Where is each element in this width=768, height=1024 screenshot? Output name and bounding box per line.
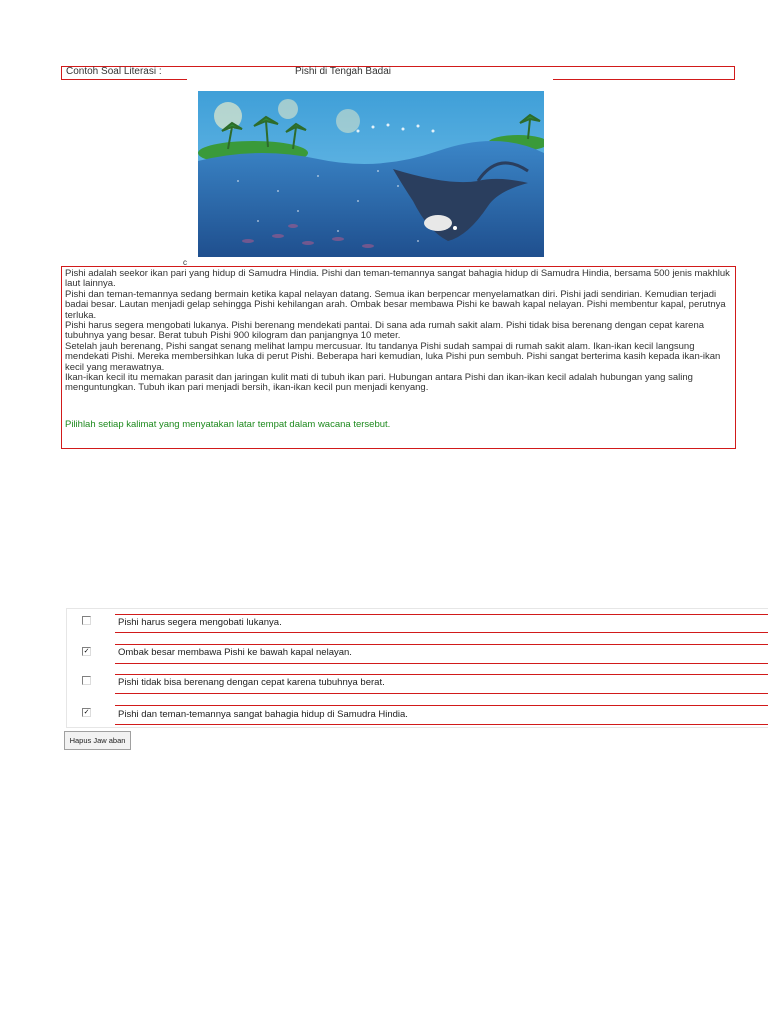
question-instruction: Pilihlah setiap kalimat yang menyatakan latar tempat dalam wacana tersebut. [65, 419, 391, 430]
story-title: Pishi di Tengah Badai [295, 66, 391, 77]
option-border [115, 644, 768, 645]
stray-character: c [183, 258, 187, 267]
manta-ray-ocean-illustration [198, 91, 544, 257]
option-checkbox[interactable] [82, 616, 91, 625]
option-border [115, 632, 768, 633]
option-row [67, 699, 768, 729]
option-checkbox[interactable] [82, 676, 91, 685]
passage-paragraph: Pishi dan teman-temannya sedang bermain ketika kapal nelayan datang. Semua ikan berpencar menyelamatkan diri. Pishi jadi sendirian. Kemudian terjadi badai besar. Lautan menjadi gelap sehingga Pishi kehilangan arah. Ombak besar membawa Pishi ke bawah kapal nelayan. Pishi membentur kapal, perutnya terluka. [65, 288, 726, 321]
option-row [67, 609, 768, 639]
option-row [67, 639, 768, 669]
option-text: Pishi harus segera mengobati lukanya. [118, 617, 282, 628]
option-border [115, 724, 768, 725]
option-text: Pishi dan teman-temannya sangat bahagia hidup di Samudra Hindia. [118, 709, 408, 720]
option-border [115, 663, 768, 664]
header-label: Contoh Soal Literasi : [66, 66, 162, 77]
option-checkbox[interactable]: ✓ [83, 648, 90, 655]
option-border [115, 705, 768, 706]
clear-answer-button[interactable]: Hapus Jaw aban [64, 731, 131, 750]
passage-paragraph: Pishi harus segera mengobati lukanya. Pishi berenang mendekati pantai. Di sana ada rumah sakit alam. Pishi tidak bisa berenang dengan cepat karena tubuhnya yang besar. Berat tubuh Pishi 900 kilogram dan panjangnya 10 meter. [65, 320, 705, 342]
passage-paragraph: Pishi adalah seekor ikan pari yang hidup di Samudra Hindia. Pishi dan teman-temannya sangat bahagia hidup di Samudra Hindia, bersama 500 jenis makhluk laut lainnya. [65, 268, 730, 290]
option-border [115, 674, 768, 675]
reading-passage [65, 269, 732, 394]
option-text: Pishi tidak bisa berenang dengan cepat karena tubuhnya berat. [118, 677, 385, 688]
option-checkbox[interactable]: ✓ [83, 709, 90, 716]
passage-paragraph: Setelah jauh berenang, Pishi sangat senang melihat lampu mercusuar. Itu tandanya Pishi sudah sampai di rumah sakit alam. Ikan-ikan kecil langsung mendekati Pishi. Mereka membersihkan luka di perut Pishi. Beberapa hari kemudian, luka Pishi pun sembuh. Pishi sangat berterima kasih kepada ikan-ikan kecil yang merawatnya. [65, 340, 721, 373]
header-divider-gap [187, 78, 553, 82]
option-border [115, 614, 768, 615]
answer-options [66, 608, 768, 728]
passage-paragraph: Ikan-ikan kecil itu memakan parasit dan jaringan kulit mati di tubuh ikan pari. Hubungan antara Pishi dan ikan-ikan kecil adalah hubungan yang saling menguntungkan. Tubuh ikan pari menjadi bersih, ikan-ikan kecil pun menjadi kenyang. [65, 372, 693, 394]
option-text: Ombak besar membawa Pishi ke bawah kapal nelayan. [118, 647, 352, 658]
option-border [115, 693, 768, 694]
option-row [67, 669, 768, 699]
